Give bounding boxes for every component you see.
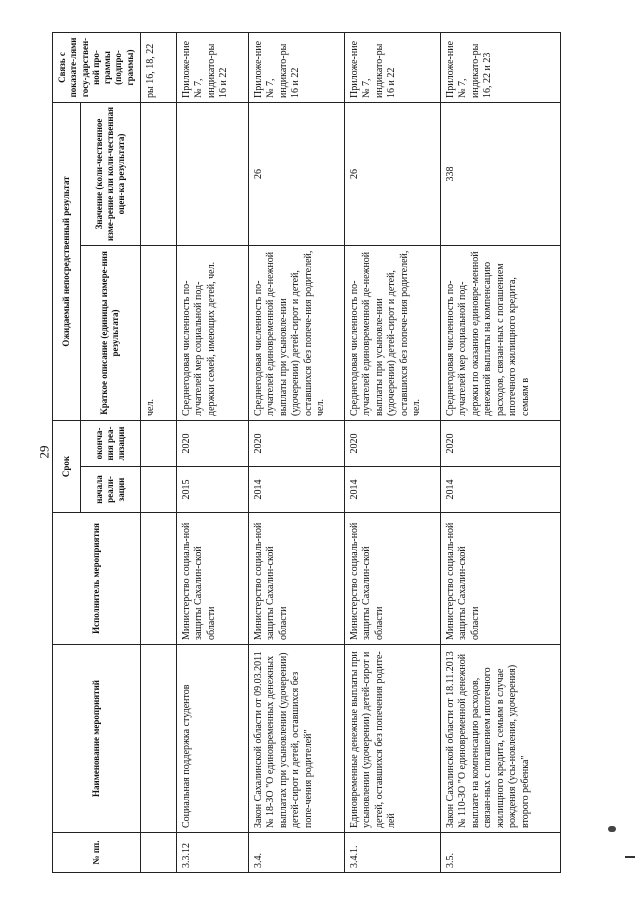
cell-desc: Среднегодовая численность по-лучателей единовременной де-нежной выплаты при усыновле-нии (удочерении) детей-сирот и детей, оставшихся без попече-ния родителей, чел. — [344, 245, 440, 420]
cell-start: 2015 — [176, 467, 248, 513]
cell-name: Социальная поддержка студентов — [176, 645, 248, 833]
header-link: Связь с показате-лями госу-дарствен-ной про-граммы (подпро-граммы) — [53, 32, 141, 102]
cell-end: 2020 — [248, 420, 344, 466]
cell-link: Приложе-ние № 7, индикато-ры 16 и 22 — [176, 32, 248, 102]
header-result-desc: Краткое описание (единицы измере-ния результата) — [81, 245, 141, 420]
cell-executor: Министерство социаль-ной защиты Сахалин-ской области — [248, 513, 344, 645]
cell-start: 2014 — [248, 467, 344, 513]
cell-name: Закон Сахалинской области от 18.11.2013 № 110-ЗО "О единовременной денежной выплате на компенсацию расходов, связан-ных с погашением ипотечного жилищного кредита, семьям в случае рождения (усы-новления, удочерения) второго ребенка" — [440, 645, 560, 833]
measures-table — [52, 32, 561, 873]
cell-num: 3.4.1. — [344, 833, 440, 873]
header-executor: Исполнитель мероприятия — [53, 513, 141, 645]
cell-value — [140, 102, 176, 245]
cell-desc: Среднегодовая численность по-лучателей мер социальной под-держки семей, имеющих детей, чел. — [176, 245, 248, 420]
table-row — [440, 32, 560, 872]
rotated-page — [52, 33, 608, 873]
table-header — [53, 32, 141, 872]
page-number: 29 — [36, 445, 52, 459]
cell-desc: Среднегодовая численность по-лучателей единовременной де-нежной выплаты при усыновле-нии (удочерении) детей-сирот и детей, оставшихся без попече-ния родителей, чел. — [248, 245, 344, 420]
cell-desc: Среднегодовая численность по-лучателей мер социальной под-держки по оказанию единовре-менной денежной выплаты на компенсацию расходов, связан-ных с погашением ипотечного жилищного кредита, семьям в — [440, 245, 560, 420]
cell-name: Единовременные денежные выплаты при усыновлении (удочерении) детей-сирот и детей, оставшихся без попечения родите-лей — [344, 645, 440, 833]
cell-executor: Министерство социаль-ной защиты Сахалин-ской области — [176, 513, 248, 645]
scan-artifact — [625, 856, 635, 858]
cell-start: 2014 — [440, 467, 560, 513]
cell-num: 3.3.12 — [176, 833, 248, 873]
cell-num: 3.4. — [248, 833, 344, 873]
table-row — [176, 32, 248, 872]
cell-end: 2020 — [344, 420, 440, 466]
table-row — [344, 32, 440, 872]
header-num: № пп. — [53, 833, 141, 873]
cell-name — [140, 645, 176, 833]
cell-link: Приложе-ние № 7, индикато-ры 16 и 22 — [248, 32, 344, 102]
header-term-end: оконча-ния реа-лизации — [81, 420, 141, 466]
table-row — [140, 32, 176, 872]
cell-value: 338 — [440, 102, 560, 245]
header-term-start: начала реали-зации — [81, 467, 141, 513]
cell-executor: Министерство социаль-ной защиты Сахалин-ской области — [344, 513, 440, 645]
cell-value: 26 — [248, 102, 344, 245]
table-row — [248, 32, 344, 872]
cell-executor: Министерство социаль-ной защиты Сахалин-ской области — [440, 513, 560, 645]
cell-end — [140, 420, 176, 466]
cell-executor — [140, 513, 176, 645]
cell-end: 2020 — [176, 420, 248, 466]
cell-link: ры 16, 18, 22 — [140, 32, 176, 102]
scan-artifact — [608, 826, 616, 832]
cell-start — [140, 467, 176, 513]
header-term: Срок — [53, 420, 81, 512]
header-name: Наименование мероприятий — [53, 645, 141, 833]
header-result-value: Значение (коли-чественное изме-рение или коли-чественная оцен-ка результата) — [81, 102, 141, 245]
cell-start: 2014 — [344, 467, 440, 513]
cell-desc: чел. — [140, 245, 176, 420]
cell-end: 2020 — [440, 420, 560, 466]
cell-value — [176, 102, 248, 245]
cell-name: Закон Сахалинской области от 09.03.2011 № 18-ЗО "О единовременных денежных выплатах при усыновлении (удочерении) детей-сирот и детей, оставшихся без попе-чения родителей" — [248, 645, 344, 833]
header-result: Ожидаемый непосредственный результат — [53, 102, 81, 420]
cell-value: 26 — [344, 102, 440, 245]
cell-num — [140, 833, 176, 873]
cell-link: Приложе-ние № 7, индикато-ры 16, 22 и 23 — [440, 32, 560, 102]
cell-link: Приложе-ние № 7, индикато-ры 16 и 22 — [344, 32, 440, 102]
cell-num: 3.5. — [440, 833, 560, 873]
